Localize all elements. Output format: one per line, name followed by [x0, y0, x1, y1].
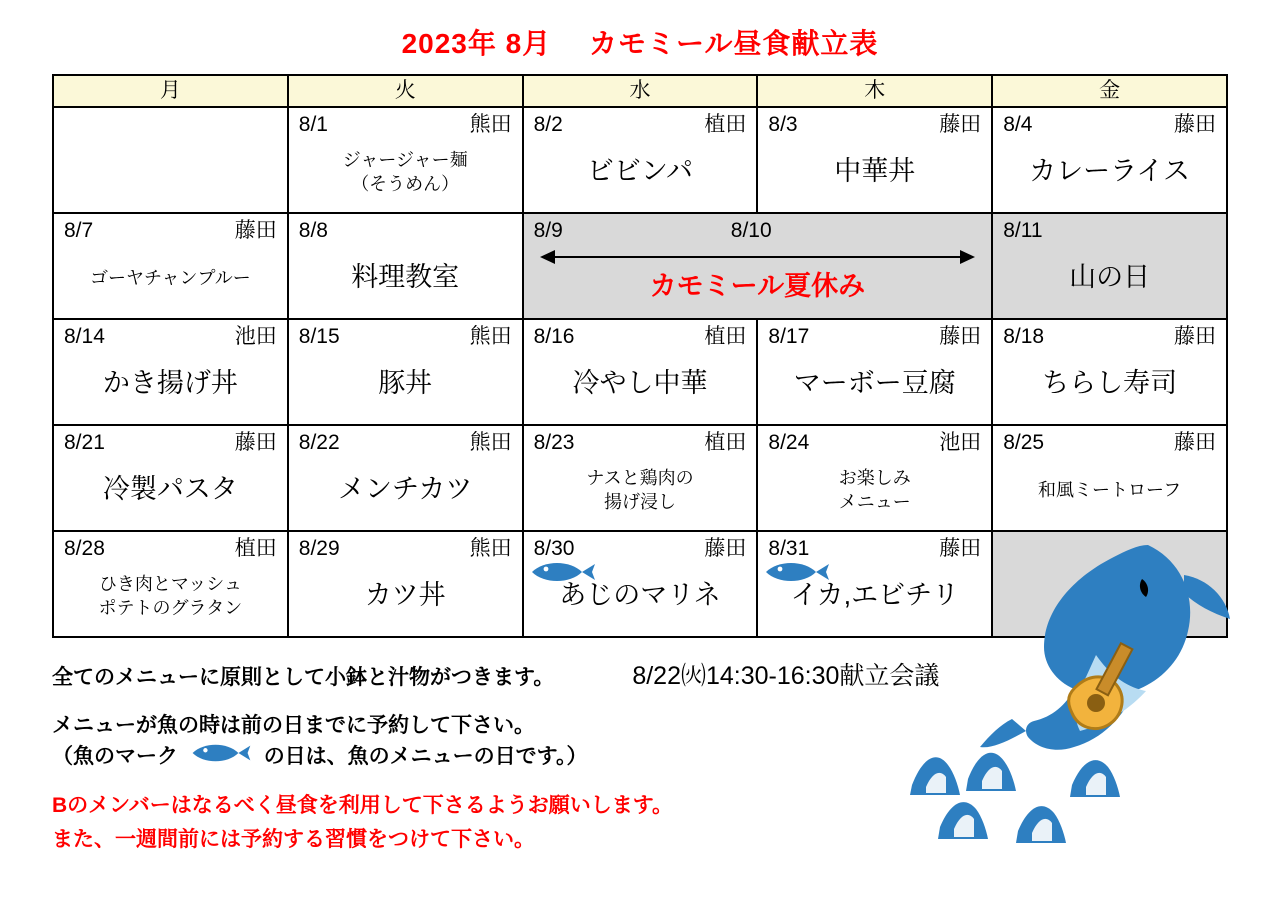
day-cell-08-08 [288, 213, 523, 319]
note-fish-reservation: メニューが魚の時は前の日までに予約して下さい。 [52, 713, 535, 737]
cell-staff: 池田 [234, 325, 277, 348]
cell-menu: ちらし寿司 [1042, 368, 1178, 399]
cell-date: 8/10 [730, 219, 772, 242]
cell-staff: 植田 [704, 325, 747, 348]
cell-staff: 藤田 [234, 431, 277, 454]
cell-menu: ひき肉とマッシュ ポテトのグラタン [98, 573, 243, 618]
cell-staff: 藤田 [1174, 431, 1216, 454]
column-header-fri: 金 [992, 75, 1227, 107]
day-cell-08-22 [288, 425, 523, 531]
note-side-dishes: 全てのメニューに原則として小鉢と汁物がつきます。 [52, 666, 555, 689]
cell-menu: マーボー豆腐 [793, 368, 956, 399]
cell-date: 8/31 [768, 537, 810, 560]
cell-date: 8/1 [298, 113, 328, 136]
note-member-b-1: Bのメンバーはなるべく昼食を利用して下さるようお願いします。 [52, 794, 674, 818]
cell-date: 8/9 [533, 219, 563, 242]
cell-menu: カレーライス [1029, 156, 1191, 187]
cell-staff: 藤田 [939, 537, 982, 560]
note-member-b-2: また、一週間前には予約する習慣をつけて下さい。 [52, 827, 535, 851]
note-fish-mark-after: の日は、魚のメニューの日です。） [263, 745, 588, 768]
cell-staff: 熊田 [469, 431, 512, 454]
cell-staff: 藤田 [1174, 325, 1216, 348]
cell-staff: 池田 [939, 431, 982, 454]
day-cell-08-04 [992, 107, 1227, 213]
day-cell-08-29 [288, 531, 523, 637]
column-header-wed: 水 [523, 75, 758, 107]
column-header-thu: 木 [757, 75, 992, 107]
cell-menu: ゴーヤチャンプルー [90, 267, 251, 288]
day-cell-08-28 [53, 531, 288, 637]
note-meeting-schedule: 8/22㈫14:30-16:30献立会議 [632, 662, 940, 690]
cell-menu: 山の日 [1069, 262, 1151, 293]
cell-menu: 冷やし中華 [572, 368, 708, 399]
table-row [53, 425, 1227, 531]
cell-staff: 熊田 [469, 325, 512, 348]
cell-date: 8/24 [768, 431, 810, 454]
day-cell-08-21 [53, 425, 288, 531]
day-cell-08-30 [523, 531, 758, 637]
cell-menu: ジャージャー麺 （そうめん） [342, 149, 468, 194]
cell-menu: 和風ミートローフ [1038, 479, 1182, 500]
cell-date: 8/22 [298, 431, 340, 454]
cell-menu: ナスと鶏肉の 揚げ浸し [586, 467, 694, 512]
cell-date: 8/2 [533, 113, 563, 136]
day-cell-08-31 [757, 531, 992, 637]
break-arrow-icon [524, 242, 992, 272]
day-cell-empty [53, 107, 288, 213]
cell-date: 8/4 [1003, 113, 1033, 136]
cell-staff: 植田 [704, 431, 747, 454]
page-title: 2023年 8月 カモミール昼食献立表 [401, 28, 879, 59]
cell-date: 8/29 [298, 537, 340, 560]
cell-date: 8/23 [533, 431, 575, 454]
cell-staff: 藤田 [1174, 113, 1216, 136]
day-cell-08-16 [523, 319, 758, 425]
cell-date: 8/16 [533, 325, 575, 348]
day-cell-empty-end [992, 531, 1227, 637]
day-cell-08-15 [288, 319, 523, 425]
cell-menu: あじのマリネ [559, 580, 721, 611]
column-header-tue: 火 [288, 75, 523, 107]
cell-menu: 中華丼 [834, 156, 916, 187]
column-header-mon: 月 [53, 75, 288, 107]
cell-menu: メンチカツ [337, 474, 473, 505]
summer-break-cell [523, 213, 993, 319]
cell-date: 8/3 [768, 113, 798, 136]
cell-menu: イカ,エビチリ [790, 580, 960, 611]
cell-menu: お楽しみ メニュー [838, 467, 911, 512]
cell-date: 8/7 [64, 219, 94, 242]
cell-staff: 藤田 [704, 537, 747, 560]
cell-date: 8/14 [64, 325, 105, 348]
summer-break-label: カモミール夏休み [649, 271, 866, 301]
day-cell-08-17 [757, 319, 992, 425]
notes-section [52, 656, 1228, 856]
cell-menu: 冷製パスタ [102, 474, 238, 505]
cell-date: 8/21 [64, 431, 105, 454]
fish-icon [530, 560, 596, 589]
day-cell-08-02 [523, 107, 758, 213]
day-cell-08-01 [288, 107, 523, 213]
cell-menu: 料理教室 [351, 262, 460, 293]
table-header-row [53, 75, 1227, 107]
table-row [53, 319, 1227, 425]
table-row [53, 213, 1227, 319]
day-cell-08-23 [523, 425, 758, 531]
cell-staff: 植田 [704, 113, 747, 136]
cell-staff: 藤田 [939, 325, 982, 348]
cell-date: 8/8 [298, 219, 328, 242]
table-row [53, 531, 1227, 637]
cell-date: 8/15 [298, 325, 340, 348]
cell-menu: 豚丼 [378, 368, 433, 399]
cell-menu: ビビンパ [586, 156, 694, 187]
day-cell-08-03 [757, 107, 992, 213]
cell-menu: カツ丼 [364, 580, 446, 611]
cell-menu: かき揚げ丼 [102, 368, 238, 399]
table-row [53, 107, 1227, 213]
day-cell-08-11 [992, 213, 1227, 319]
day-cell-08-14 [53, 319, 288, 425]
cell-date: 8/28 [64, 537, 105, 560]
fish-icon [764, 560, 830, 589]
fish-icon [188, 742, 254, 774]
day-cell-08-24 [757, 425, 992, 531]
day-cell-08-18 [992, 319, 1227, 425]
cell-date: 8/11 [1003, 219, 1043, 242]
cell-date: 8/18 [1003, 325, 1045, 348]
cell-date: 8/30 [533, 537, 575, 560]
note-fish-mark-before: （魚のマーク [52, 745, 178, 768]
cell-staff: 熊田 [469, 113, 512, 136]
cell-date: 8/17 [768, 325, 810, 348]
cell-staff: 熊田 [469, 537, 512, 560]
day-cell-08-25 [992, 425, 1227, 531]
cell-date: 8/25 [1003, 431, 1045, 454]
cell-staff: 植田 [234, 537, 277, 560]
note-fish-mark [52, 741, 1228, 773]
menu-table [52, 74, 1228, 638]
cell-staff: 藤田 [234, 219, 277, 242]
day-cell-08-07 [53, 213, 288, 319]
cell-staff: 藤田 [939, 113, 982, 136]
